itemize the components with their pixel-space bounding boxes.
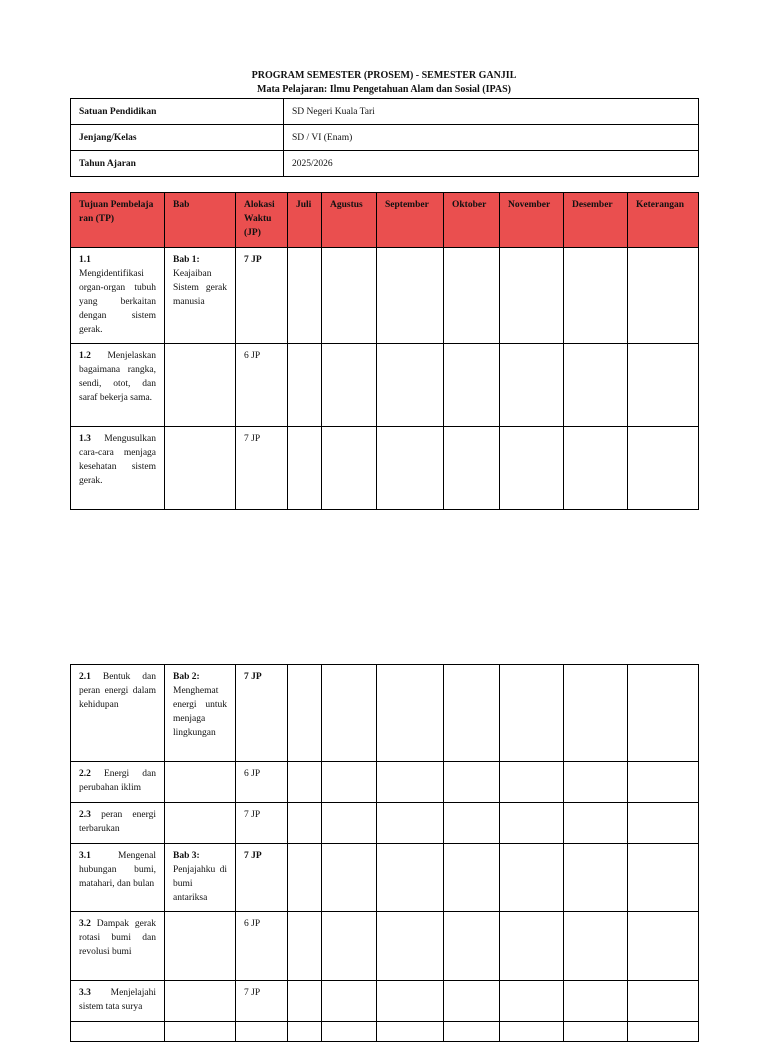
- bab-cell: [165, 912, 236, 981]
- tp-text: Mengusulkan cara-cara menjaga kesehatan sistem gerak.: [79, 434, 156, 486]
- tp-cell: [71, 665, 165, 762]
- bab-label: Bab 1:: [173, 255, 200, 265]
- header-alokasi: Alokasi Waktu (JP): [236, 193, 288, 248]
- keterangan-cell: [628, 1022, 699, 1042]
- table-header-row: [71, 193, 699, 248]
- jp-cell: 6 JP: [236, 344, 288, 427]
- september-cell: [377, 844, 444, 912]
- oktober-cell: [444, 844, 500, 912]
- bab-title: Keajaiban Sistem gerak manusia: [173, 269, 227, 307]
- tp-cell: [71, 981, 165, 1022]
- keterangan-cell: [628, 427, 699, 510]
- oktober-cell: [444, 1022, 500, 1042]
- header-juli: Juli: [288, 193, 322, 248]
- september-cell: [377, 803, 444, 844]
- juli-cell: [288, 762, 322, 803]
- tp-cell: [71, 844, 165, 912]
- info-value: 2025/2026: [284, 151, 699, 177]
- tp-text: Menjelajahi sistem tata surya: [79, 988, 156, 1012]
- jp-cell: 7 JP: [236, 803, 288, 844]
- desember-cell: [564, 762, 628, 803]
- table-row: [71, 427, 699, 510]
- tp-text: Dampak gerak rotasi bumi dan revolusi bumi: [79, 919, 156, 957]
- bab-cell: [165, 844, 236, 912]
- oktober-cell: [444, 344, 500, 427]
- juli-cell: [288, 803, 322, 844]
- november-cell: [500, 803, 564, 844]
- juli-cell: [288, 665, 322, 762]
- table-row: [71, 344, 699, 427]
- info-row: [71, 99, 699, 125]
- agustus-cell: [322, 912, 377, 981]
- tp-code: 1.3: [79, 434, 91, 444]
- jp-cell: 7 JP: [236, 427, 288, 510]
- bab-title: Penjajahku di bumi antariksa: [173, 865, 227, 903]
- desember-cell: [564, 912, 628, 981]
- juli-cell: [288, 981, 322, 1022]
- agustus-cell: [322, 762, 377, 803]
- september-cell: [377, 427, 444, 510]
- tp-code: 2.2: [79, 769, 91, 779]
- schedule-table-continued: [70, 664, 699, 1042]
- tp-cell: [71, 912, 165, 981]
- header-keterangan: Keterangan: [628, 193, 699, 248]
- info-value: SD / VI (Enam): [284, 125, 699, 151]
- bab-label: Bab 3:: [173, 851, 200, 861]
- agustus-cell: [322, 1022, 377, 1042]
- bab-title: Menghemat energi untuk menjaga lingkungan: [173, 686, 227, 738]
- header-september: September: [377, 193, 444, 248]
- document-title: PROGRAM SEMESTER (PROSEM) - SEMESTER GANJIL: [251, 70, 517, 81]
- bab-cell: [165, 981, 236, 1022]
- header-oktober: Oktober: [444, 193, 500, 248]
- table-row: [71, 248, 699, 344]
- bab-cell: [165, 762, 236, 803]
- tp-code: 3.2: [79, 919, 91, 929]
- bab-cell: [165, 1022, 236, 1042]
- november-cell: [500, 981, 564, 1022]
- tp-code: 2.3: [79, 810, 91, 820]
- oktober-cell: [444, 427, 500, 510]
- november-cell: [500, 912, 564, 981]
- table-row: [71, 912, 699, 981]
- bab-cell: [165, 344, 236, 427]
- bab-label: Bab 2:: [173, 672, 200, 682]
- november-cell: [500, 665, 564, 762]
- tp-text: Mengenal hubungan bumi, matahari, dan bulan: [79, 851, 156, 889]
- table-row: [71, 981, 699, 1022]
- tp-cell: [71, 427, 165, 510]
- november-cell: [500, 1022, 564, 1042]
- info-label: Tahun Ajaran: [71, 151, 284, 177]
- agustus-cell: [322, 981, 377, 1022]
- desember-cell: [564, 344, 628, 427]
- november-cell: [500, 762, 564, 803]
- tp-code: 3.3: [79, 988, 91, 998]
- agustus-cell: [322, 803, 377, 844]
- document-title-block: [0, 69, 768, 97]
- jp-cell: 7 JP: [236, 248, 288, 344]
- keterangan-cell: [628, 248, 699, 344]
- keterangan-cell: [628, 912, 699, 981]
- oktober-cell: [444, 912, 500, 981]
- agustus-cell: [322, 248, 377, 344]
- info-row: [71, 151, 699, 177]
- juli-cell: [288, 844, 322, 912]
- bab-cell: [165, 427, 236, 510]
- bab-cell: [165, 665, 236, 762]
- keterangan-cell: [628, 344, 699, 427]
- table-row: [71, 1022, 699, 1042]
- oktober-cell: [444, 248, 500, 344]
- keterangan-cell: [628, 665, 699, 762]
- jp-cell: 6 JP: [236, 762, 288, 803]
- info-row: [71, 125, 699, 151]
- september-cell: [377, 762, 444, 803]
- jp-cell: [236, 1022, 288, 1042]
- juli-cell: [288, 912, 322, 981]
- jp-cell: 7 JP: [236, 844, 288, 912]
- november-cell: [500, 844, 564, 912]
- september-cell: [377, 1022, 444, 1042]
- tp-text: peran energi terbarukan: [79, 810, 156, 834]
- jp-cell: 7 JP: [236, 981, 288, 1022]
- table-row: [71, 844, 699, 912]
- juli-cell: [288, 1022, 322, 1042]
- desember-cell: [564, 803, 628, 844]
- keterangan-cell: [628, 803, 699, 844]
- november-cell: [500, 344, 564, 427]
- oktober-cell: [444, 665, 500, 762]
- tp-text: Menjelaskan bagaimana rangka, sendi, otot, dan saraf bekerja sama.: [79, 351, 156, 403]
- oktober-cell: [444, 762, 500, 803]
- agustus-cell: [322, 427, 377, 510]
- jp-cell: 6 JP: [236, 912, 288, 981]
- tp-code: 2.1: [79, 672, 91, 682]
- september-cell: [377, 344, 444, 427]
- jp-cell: 7 JP: [236, 665, 288, 762]
- header-desember: Desember: [564, 193, 628, 248]
- juli-cell: [288, 427, 322, 510]
- document-subtitle: Mata Pelajaran: Ilmu Pengetahuan Alam dan Sosial (IPAS): [257, 84, 511, 95]
- tp-code: 1.2: [79, 351, 91, 361]
- tp-cell: [71, 344, 165, 427]
- september-cell: [377, 981, 444, 1022]
- tp-cell: [71, 803, 165, 844]
- table-row: [71, 665, 699, 762]
- desember-cell: [564, 844, 628, 912]
- november-cell: [500, 427, 564, 510]
- tp-code: 3.1: [79, 851, 91, 861]
- agustus-cell: [322, 844, 377, 912]
- desember-cell: [564, 981, 628, 1022]
- september-cell: [377, 248, 444, 344]
- agustus-cell: [322, 665, 377, 762]
- desember-cell: [564, 665, 628, 762]
- info-label: Satuan Pendidikan: [71, 99, 284, 125]
- keterangan-cell: [628, 762, 699, 803]
- header-agustus: Agustus: [322, 193, 377, 248]
- desember-cell: [564, 1022, 628, 1042]
- juli-cell: [288, 344, 322, 427]
- table-row: [71, 762, 699, 803]
- keterangan-cell: [628, 844, 699, 912]
- desember-cell: [564, 248, 628, 344]
- info-label: Jenjang/Kelas: [71, 125, 284, 151]
- info-value: SD Negeri Kuala Tari: [284, 99, 699, 125]
- bab-cell: [165, 248, 236, 344]
- schedule-table: [70, 192, 699, 510]
- tp-cell: [71, 762, 165, 803]
- keterangan-cell: [628, 981, 699, 1022]
- september-cell: [377, 912, 444, 981]
- tp-cell: [71, 1022, 165, 1042]
- september-cell: [377, 665, 444, 762]
- oktober-cell: [444, 981, 500, 1022]
- bab-cell: [165, 803, 236, 844]
- header-november: November: [500, 193, 564, 248]
- desember-cell: [564, 427, 628, 510]
- tp-code: 1.1: [79, 255, 91, 265]
- header-tp: Tujuan Pembelajaran (TP): [71, 193, 165, 248]
- juli-cell: [288, 248, 322, 344]
- info-table: [70, 98, 699, 177]
- tp-text: Mengidentifikasi organ-organ tubuh yang berkaitan dengan sistem gerak.: [79, 269, 156, 335]
- tp-text: Energi dan perubahan iklim: [79, 769, 156, 793]
- november-cell: [500, 248, 564, 344]
- tp-text: Bentuk dan peran energi dalam kehidupan: [79, 672, 156, 710]
- header-bab: Bab: [165, 193, 236, 248]
- table-row: [71, 803, 699, 844]
- tp-cell: [71, 248, 165, 344]
- oktober-cell: [444, 803, 500, 844]
- agustus-cell: [322, 344, 377, 427]
